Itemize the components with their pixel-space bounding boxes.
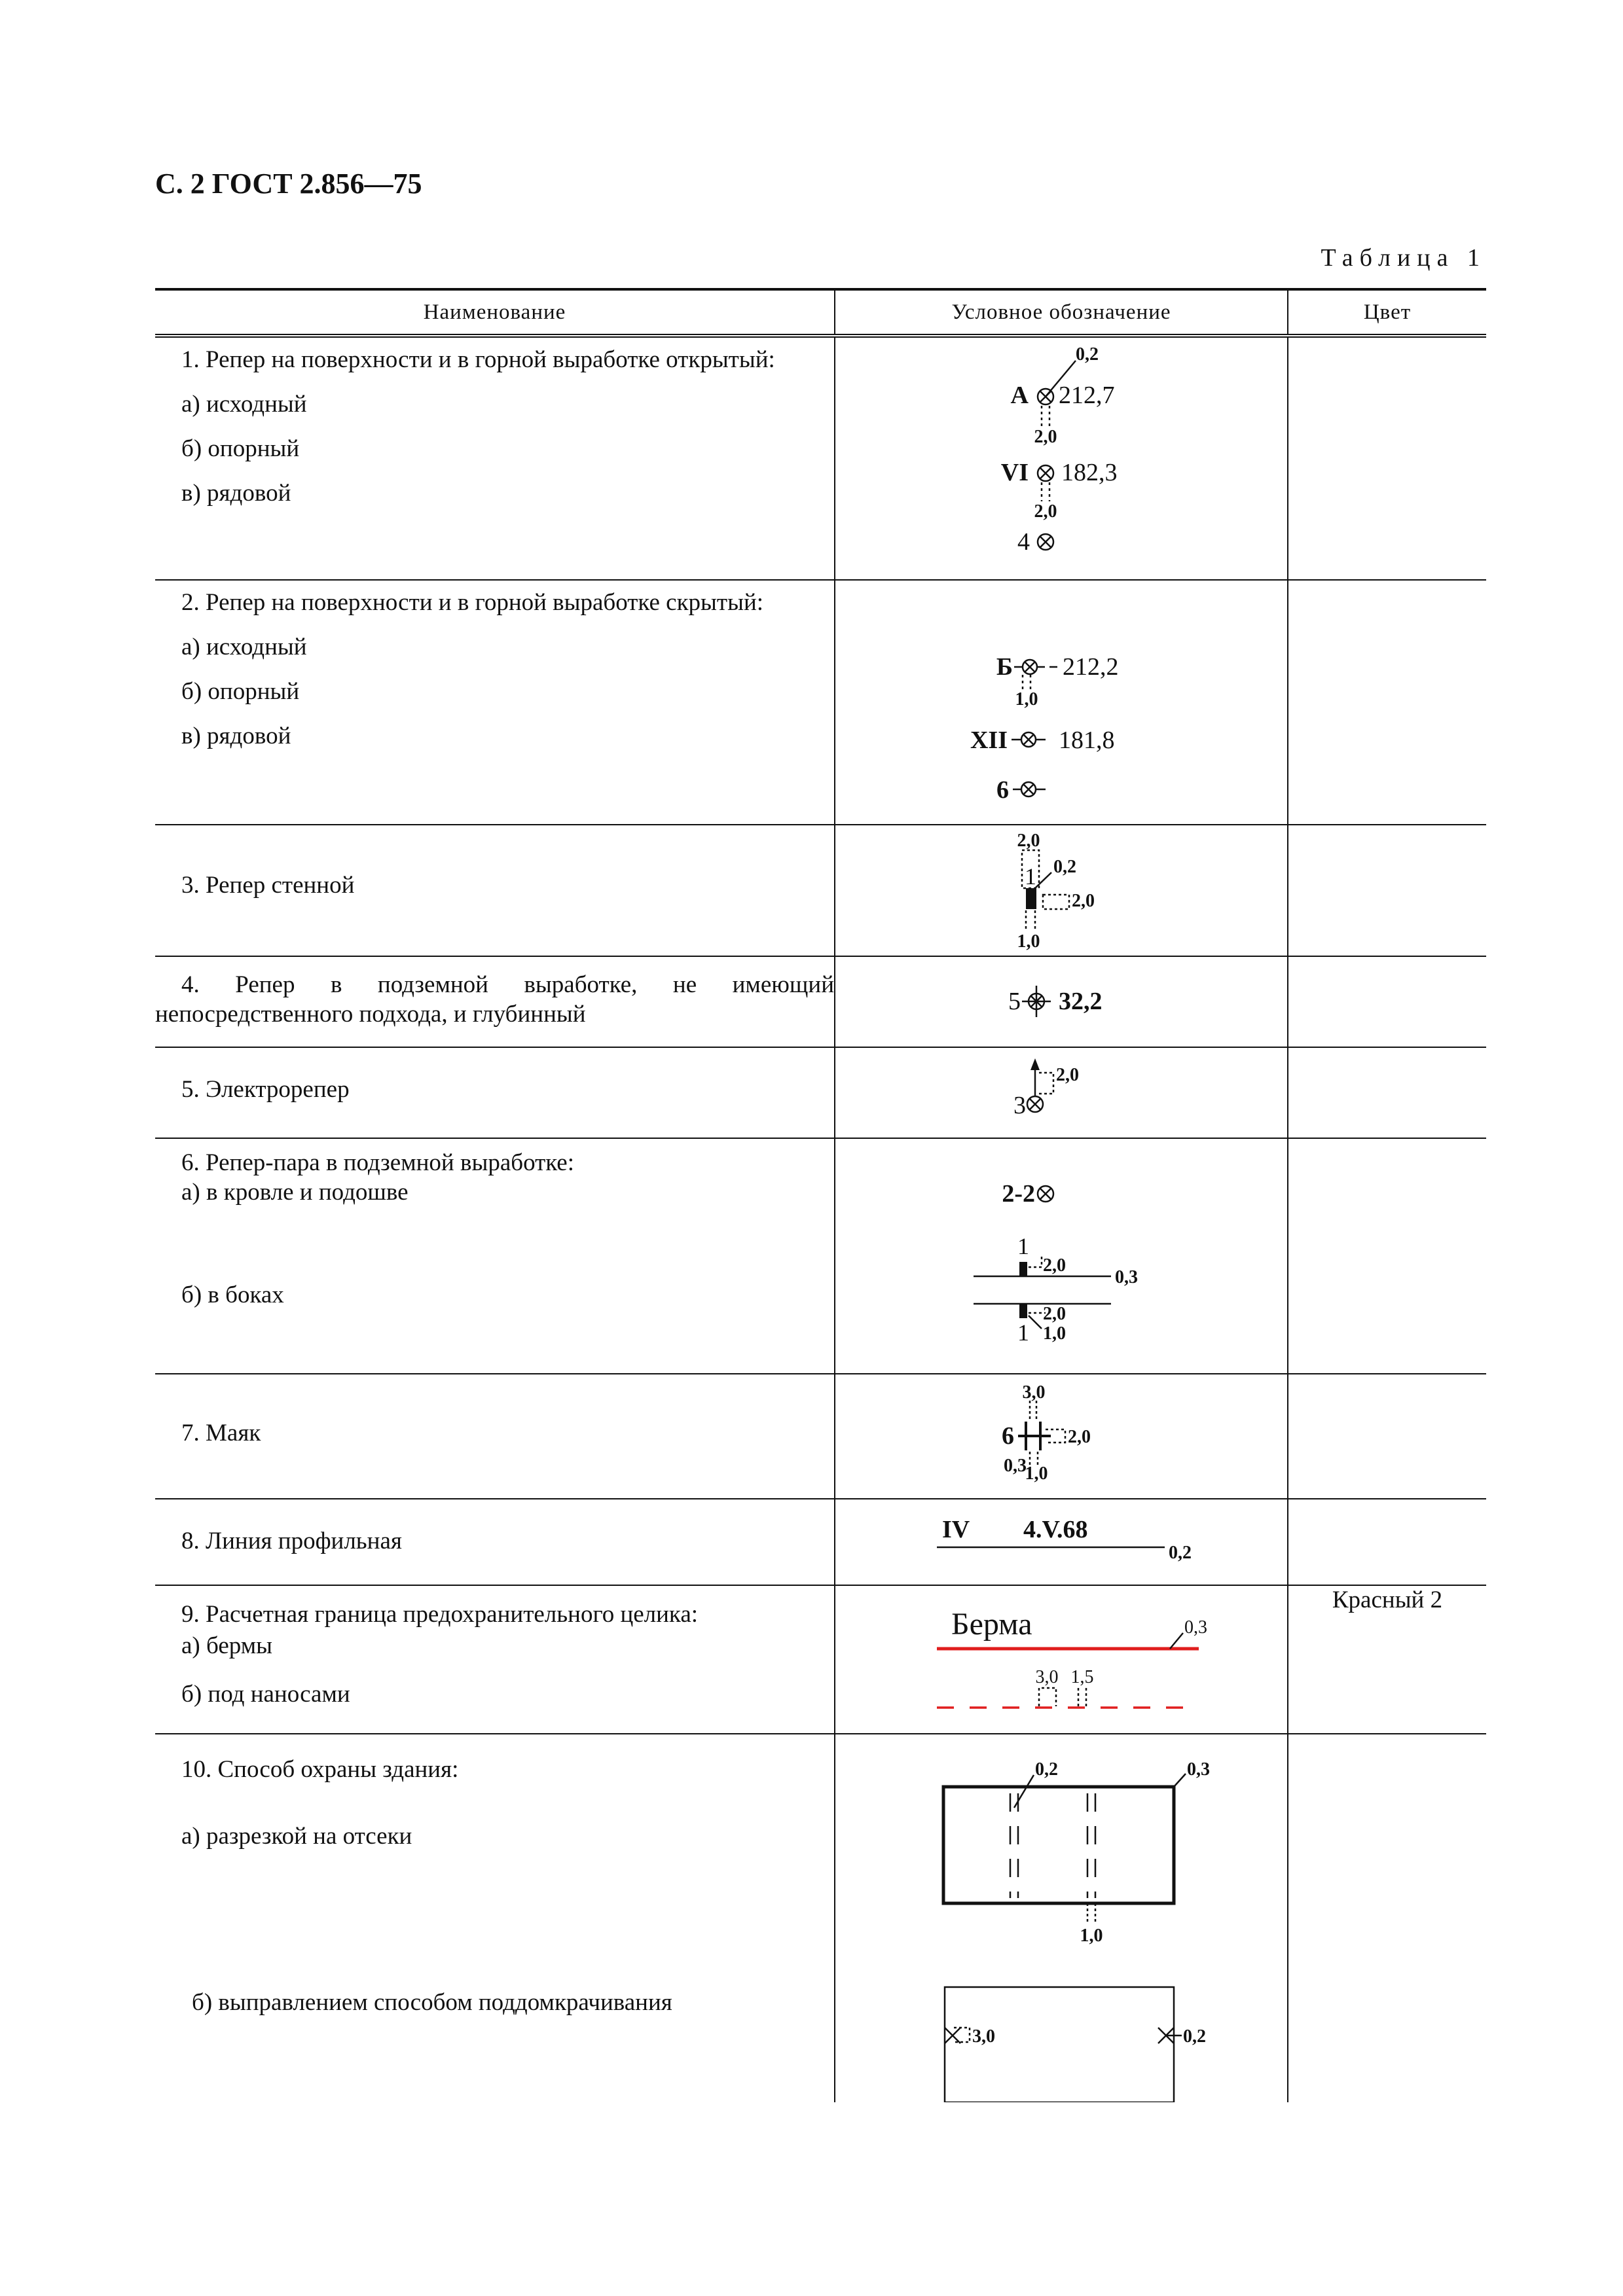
row-color [1288,1374,1486,1499]
dim-label: 0,2 [1076,344,1099,365]
row-item: б) в боках [181,1282,284,1308]
dim-label: 3,0 [1035,1667,1059,1687]
row-color [1288,1138,1486,1374]
dim-label: 2,0 [1056,1065,1079,1085]
row-name [155,825,835,956]
dim-label: 2,0 [1034,427,1057,447]
row-item: б) под наносами [181,1681,350,1708]
row-symbol [835,825,1288,956]
benchmark-hidden-symbol [930,581,1192,824]
row-color [1288,1499,1486,1585]
dim-label: 1,0 [1015,689,1038,709]
row-title: 4. Репер в подземной выработке, не имеющий непосредственного подхода, и глубинный [155,971,834,1028]
dim-label: 0,2 [1053,857,1076,877]
symbol-label: 1 [1017,1233,1029,1259]
symbol-label: 2-2 [1002,1180,1035,1208]
dim-label: 1,0 [1043,1323,1066,1344]
dim-label: 0,3 [1184,1617,1207,1638]
symbol-label: XII [970,726,1008,754]
row-item: а) исходный [181,391,307,418]
col-header-color: Цвет [1288,289,1486,336]
symbol-label: 1 [1017,1319,1029,1346]
dim-label: 1,0 [1080,1926,1103,1946]
row-color [1288,580,1486,825]
row-color [1288,336,1486,580]
dim-label: 0,3 [1115,1267,1138,1287]
table-row [155,1374,1486,1499]
table-row [155,336,1486,580]
wall-benchmark-symbol [930,825,1192,956]
symbol-label: 1 [1025,863,1036,889]
row-item: б) выправлением способом поддомкрачивания [192,1989,672,2016]
row-color [1288,825,1486,956]
symbol-label: 3 [1013,1092,1026,1119]
row-title: 8. Линия профильная [181,1528,402,1554]
symbol-label: IV [942,1516,970,1543]
symbol-label: А [1010,382,1029,409]
symbol-label: VI [1000,459,1029,486]
row-name [155,336,835,580]
row-name [155,956,835,1047]
row-title: 7. Маяк [181,1420,261,1446]
building-protection-symbol [911,1734,1212,2102]
row-title: 1. Репер на поверхности и в горной выработке открытый: [181,346,775,373]
row-title: 9. Расчетная граница предохранительного целика: [181,1601,699,1628]
symbols-table [155,288,1486,2102]
row-title: 6. Репер-пара в подземной выработке: [181,1149,575,1176]
symbol-label: Б [996,653,1013,681]
dim-label: 1,0 [1017,931,1040,952]
symbol-value: 32,2 [1059,988,1103,1015]
dim-label: 3,0 [1022,1382,1046,1403]
dim-label: 1,5 [1070,1667,1094,1687]
row-symbol [835,580,1288,825]
table-row [155,1585,1486,1734]
col-header-name: Наименование [155,289,835,336]
row-color: Красный 2 [1288,1585,1486,1734]
row-item: в) рядовой [181,480,291,507]
row-name [155,580,835,825]
dim-label: 0,3 [1004,1456,1027,1476]
row-symbol [835,1585,1288,1734]
row-symbol [835,956,1288,1047]
row-symbol [835,1047,1288,1138]
row-item: в) рядовой [181,723,291,749]
row-color [1288,1047,1486,1138]
row-item: а) исходный [181,634,307,660]
table-caption: Таблица 1 [1321,244,1486,272]
row-item: а) в кровле и подошве [181,1179,409,1206]
dim-label: 2,0 [1068,1427,1091,1447]
row-title: 5. Электрорепер [181,1076,350,1103]
dim-label: 2,0 [1043,1255,1066,1276]
symbol-label: 4 [1017,528,1030,556]
table-row [155,1138,1486,1374]
benchmark-open-symbol [930,338,1192,579]
table-row [155,1499,1486,1585]
dim-label: 0,2 [1035,1759,1058,1780]
dim-label: 2,0 [1017,831,1040,851]
dim-label: 0,3 [1187,1759,1210,1780]
profile-line-symbol [911,1499,1212,1585]
row-symbol [835,1499,1288,1585]
col-header-symbol: Условное обозначение [835,289,1288,336]
row-title: 10. Способ охраны здания: [181,1756,459,1783]
symbol-value: 181,8 [1059,726,1115,754]
row-item: а) бермы [181,1632,272,1659]
row-item: б) опорный [181,435,300,462]
dim-label: 3,0 [972,2026,995,2047]
benchmark-pair-symbol [930,1139,1192,1373]
symbol-label: 6 [1002,1422,1014,1450]
beacon-symbol [930,1374,1192,1498]
table-row [155,825,1486,956]
row-symbol [835,1138,1288,1374]
safety-pillar-boundary-symbol [911,1586,1212,1733]
row-name [155,1734,835,2102]
row-name [155,1374,835,1499]
row-item: б) опорный [181,678,300,705]
symbol-value: 182,3 [1061,459,1118,486]
symbol-value: 4.V.68 [1023,1516,1088,1543]
symbol-label: Берма [951,1607,1032,1641]
table-row [155,1047,1486,1138]
row-title: 2. Репер на поверхности и в горной выработке скрытый: [181,589,764,616]
symbol-value: 212,7 [1059,382,1115,409]
row-item: а) разрезкой на отсеки [181,1823,412,1850]
dim-label: 2,0 [1043,1304,1066,1324]
dim-label: 2,0 [1034,501,1057,522]
row-name [155,1138,835,1374]
table-row [155,956,1486,1047]
symbol-label: 6 [996,776,1009,804]
table-row [155,1734,1486,2102]
symbol-value: 212,2 [1063,653,1119,681]
row-name [155,1499,835,1585]
table-header-row [155,289,1486,336]
row-symbol [835,1374,1288,1499]
electrobenchmark-symbol [930,1048,1192,1138]
dim-label: 0,2 [1169,1543,1192,1563]
row-symbol [835,336,1288,580]
row-color [1288,956,1486,1047]
row-title: 3. Репер стенной [181,872,355,899]
page-header: С. 2 ГОСТ 2.856—75 [155,168,422,200]
dim-label: 0,2 [1183,2026,1206,2047]
dim-label: 1,0 [1025,1463,1048,1484]
dim-label: 2,0 [1072,891,1095,911]
symbol-label: 5 [1008,988,1021,1015]
underground-benchmark-symbol [930,957,1192,1047]
table-row [155,580,1486,825]
row-name [155,1047,835,1138]
row-symbol [835,1734,1288,2102]
row-color [1288,1734,1486,2102]
row-name [155,1585,835,1734]
